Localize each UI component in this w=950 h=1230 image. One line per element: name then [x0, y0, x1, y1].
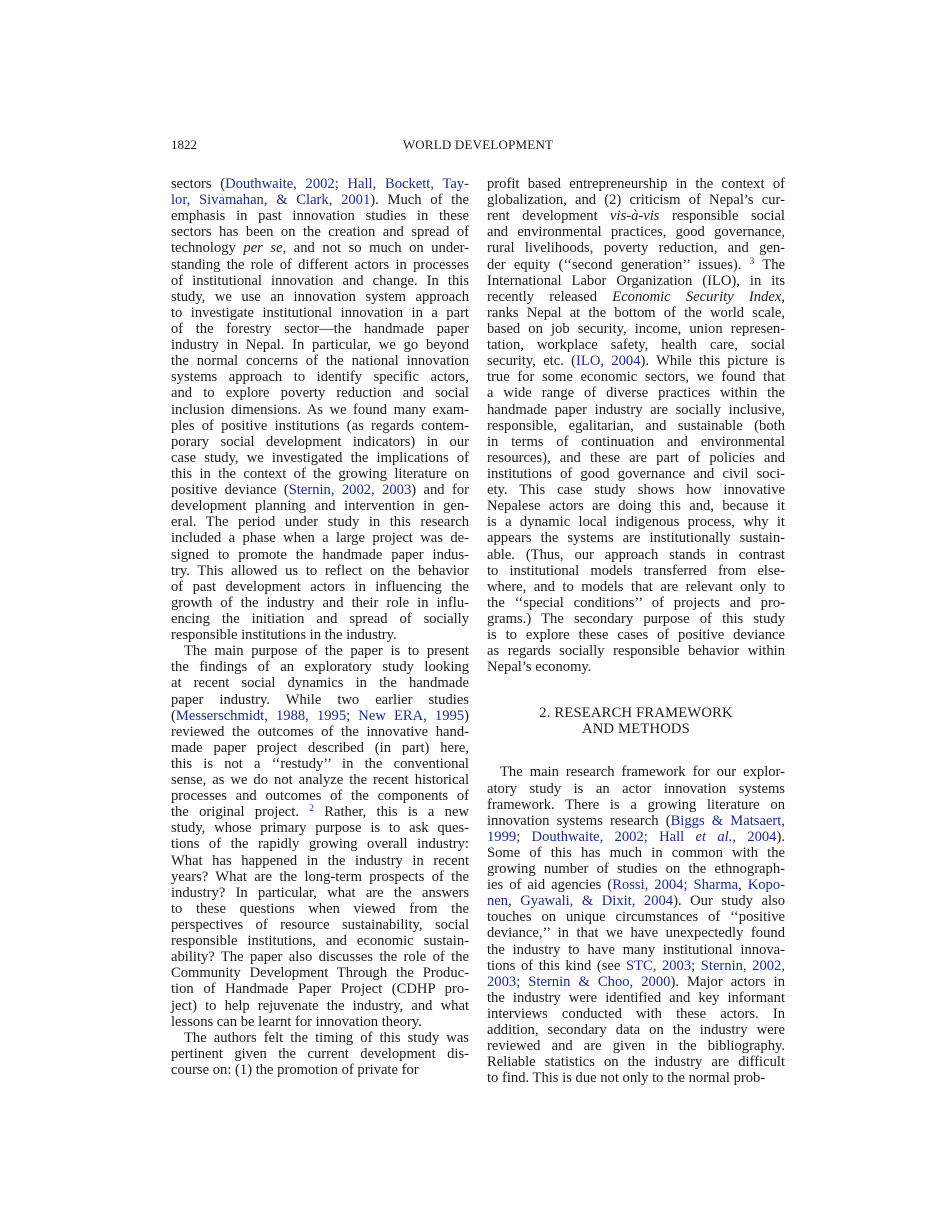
- text-line: [171, 756, 469, 772]
- text-span: of past development actors in influencing the: [171, 578, 469, 595]
- text-span: the industry were identified and key informant: [487, 989, 785, 1006]
- text-line: [171, 965, 469, 981]
- text-line: [487, 353, 785, 369]
- text-line: [487, 224, 785, 240]
- text-line: [171, 466, 469, 482]
- text-span: course on: (1) the promotion of private for: [171, 1062, 419, 1079]
- text-span: International Labor Organization (ILO), in its: [487, 272, 785, 289]
- text-span: the ‘‘special conditions’’ of projects and pro-: [487, 594, 785, 611]
- text-span: lessons can be learnt for innovation theory.: [171, 1013, 422, 1030]
- text-span: The main purpose of the paper is to present: [184, 643, 469, 660]
- text-span: The main research framework for our explor-: [500, 764, 785, 781]
- text-line: [487, 579, 785, 595]
- text-line: [487, 1070, 785, 1086]
- text-span: standing the role of different actors in processes: [171, 256, 469, 273]
- running-head: [171, 137, 785, 155]
- text-line: [487, 909, 785, 925]
- text-span: a wide range of diverse practices within the: [487, 385, 785, 402]
- text-span: and environmental practices, good governance,: [487, 224, 785, 241]
- right-column-bottom: [487, 764, 785, 1086]
- text-line: [487, 305, 785, 321]
- text-span: ,: [781, 288, 785, 305]
- citation-link[interactable]: STC, 2003; Sternin, 2002,: [625, 957, 785, 974]
- text-span: positive deviance (: [171, 482, 289, 499]
- text-span: reviewed the outcomes of the innovative hand-: [171, 723, 469, 740]
- text-span: ies of aid agencies (: [487, 877, 613, 894]
- text-span: this is not a ‘‘restudy’’ in the conventional: [171, 755, 469, 772]
- text-line: [487, 240, 785, 256]
- text-span: tions of this kind (see: [487, 957, 626, 974]
- text-line: [171, 740, 469, 756]
- text-line: [487, 764, 785, 780]
- text-line: [171, 1030, 469, 1046]
- text-span: development planning and intervention in gen-: [171, 498, 469, 515]
- text-span: ). Much of the: [370, 192, 469, 209]
- text-span: included a phase when a large project was de-: [171, 530, 469, 547]
- journal-title: WORLD DEVELOPMENT: [402, 137, 554, 152]
- text-span: the industry to have many institutional innova-: [487, 941, 785, 958]
- text-span: sectors (: [171, 176, 226, 192]
- text-line: [171, 692, 469, 708]
- text-span: to find. This is due not only to the normal prob-: [487, 1070, 766, 1087]
- text-line: [487, 418, 785, 434]
- text-span: made paper project described (in part) here,: [171, 739, 469, 756]
- citation-link[interactable]: Rossi, 2004; Sharma, Kopo-: [612, 877, 785, 894]
- text-span: Community Development Through the Produc-: [171, 965, 469, 982]
- text-span: ). While this picture is: [640, 353, 785, 370]
- text-span: the original project.: [171, 804, 310, 821]
- text-span: ). Major actors in: [670, 973, 785, 990]
- text-line: [487, 659, 785, 675]
- text-span: (: [171, 707, 176, 724]
- text-span: ): [464, 707, 469, 724]
- right-column-top: [487, 176, 785, 675]
- text-span: security, etc. (: [487, 353, 577, 370]
- citation-link[interactable]: nen, Gyawali, & Dixit, 2004: [487, 893, 674, 910]
- text-span: is to explore these cases of positive deviance: [487, 627, 785, 644]
- text-span: processes and outcomes of the components of: [171, 788, 469, 805]
- text-span: ability? The paper also discusses the role of the: [171, 949, 469, 966]
- text-line: [171, 933, 469, 949]
- text-line: [171, 208, 469, 224]
- text-line: [487, 1038, 785, 1054]
- text-line: [171, 1062, 469, 1078]
- text-line: [171, 547, 469, 563]
- text-line: [487, 434, 785, 450]
- text-span: paper industry. While two earlier studies: [171, 691, 469, 708]
- paragraph: [487, 176, 785, 675]
- text-line: [487, 402, 785, 418]
- text-line: [171, 434, 469, 450]
- text-line: [171, 450, 469, 466]
- text-span: profit based entrepreneurship in the context of: [487, 176, 785, 192]
- text-line: [171, 885, 469, 901]
- citation-link[interactable]: Sternin, 2002, 2003: [288, 482, 412, 499]
- citation-link[interactable]: ILO, 2004: [576, 353, 641, 370]
- text-line: [487, 498, 785, 514]
- citation-link[interactable]: , 2004: [732, 828, 777, 845]
- text-span: to investigate institutional innovation in a part: [171, 304, 469, 321]
- text-span: the findings of an exploratory study looking: [171, 659, 469, 676]
- text-line: [487, 514, 785, 530]
- text-line: [171, 402, 469, 418]
- text-line: [171, 949, 469, 965]
- text-line: [171, 482, 469, 498]
- text-span: ples of positive institutions (as regards contem-: [171, 417, 469, 434]
- text-line: [171, 240, 469, 256]
- text-line: [487, 829, 785, 845]
- text-span: framework. There is a growing literature on: [487, 796, 785, 813]
- text-span: industry? In particular, what are the answers: [171, 884, 469, 901]
- text-span: Rather, this is a new: [314, 804, 469, 821]
- text-line: [487, 643, 785, 659]
- text-span: deviance,’’ in that we have unexpectedly found: [487, 925, 785, 942]
- text-span: to institutional models transferred from else-: [487, 562, 785, 579]
- text-line: [487, 369, 785, 385]
- text-line: [487, 877, 785, 893]
- text-line: [487, 547, 785, 563]
- text-span: encing the initiation and spread of socially: [171, 610, 469, 627]
- citation-link[interactable]: Biggs & Matsaert,: [670, 812, 785, 829]
- text-line: [487, 958, 785, 974]
- left-column: [171, 176, 469, 1078]
- text-line: [171, 289, 469, 305]
- text-line: [171, 998, 469, 1014]
- text-line: [171, 1046, 469, 1062]
- text-line: [487, 1054, 785, 1070]
- text-span: touches on unique circumstances of ‘‘positive: [487, 909, 785, 926]
- text-line: [487, 208, 785, 224]
- text-line: [487, 861, 785, 877]
- text-line: [171, 385, 469, 401]
- text-line: [171, 724, 469, 740]
- paragraph: [171, 176, 469, 643]
- text-span: Nepalese actors are doing this and, because it: [487, 498, 785, 515]
- text-span: this in the context of the growing literature on: [171, 465, 469, 482]
- citation-link[interactable]: et al.: [695, 828, 733, 845]
- text-line: [487, 925, 785, 941]
- text-line: [171, 353, 469, 369]
- text-span: ety. This case study shows how innovative: [487, 482, 785, 499]
- text-line: [171, 530, 469, 546]
- text-span: eral. The period under study in this research: [171, 514, 469, 531]
- text-span: ject) to help rejuvenate the industry, and what: [171, 997, 469, 1014]
- text-line: [171, 869, 469, 885]
- text-line: [171, 788, 469, 804]
- text-line: [171, 273, 469, 289]
- text-span: of the forestry sector—the handmade paper: [171, 320, 469, 337]
- text-span: at recent social dynamics in the handmade: [171, 675, 469, 692]
- text-span: and to explore poverty reduction and social: [171, 385, 469, 402]
- text-line: [487, 385, 785, 401]
- text-line: [171, 901, 469, 917]
- text-line: [171, 337, 469, 353]
- text-line: [487, 337, 785, 353]
- text-line: [487, 1006, 785, 1022]
- text-line: [487, 482, 785, 498]
- text-span: responsible social: [659, 208, 785, 225]
- text-line: [171, 853, 469, 869]
- text-span: try. This allowed us to reflect on the behavior: [171, 562, 469, 579]
- text-span: case study, we investigated the implications of: [171, 449, 469, 466]
- text-span: der equity (‘‘second generation’’ issues).: [487, 256, 750, 273]
- text-line: [171, 836, 469, 852]
- text-span: ).: [776, 828, 785, 845]
- italic-text: vis-à-vis: [610, 208, 660, 225]
- text-line: [171, 981, 469, 997]
- text-span: resources), and these are part of policies and: [487, 449, 785, 466]
- text-span: interviews conducted with these actors. In: [487, 1006, 785, 1023]
- text-line: [171, 563, 469, 579]
- text-line: [487, 530, 785, 546]
- text-line: [171, 224, 469, 240]
- text-line: [487, 797, 785, 813]
- text-line: [487, 257, 785, 273]
- text-line: [171, 305, 469, 321]
- text-span: systems approach to identify specific actors,: [171, 369, 469, 386]
- text-line: [487, 289, 785, 305]
- text-line: [171, 708, 469, 724]
- footnote-marker[interactable]: 2: [309, 804, 314, 815]
- text-line: [171, 176, 469, 192]
- text-span: responsible institutions, and economic sustain-: [171, 933, 469, 950]
- text-line: [171, 498, 469, 514]
- text-span: ranks Nepal at the bottom of the world scale,: [487, 304, 785, 321]
- text-line: [487, 781, 785, 797]
- text-line: [487, 563, 785, 579]
- text-line: [487, 450, 785, 466]
- text-span: grams.) The secondary purpose of this study: [487, 610, 785, 627]
- paragraph: [171, 1030, 469, 1078]
- text-span: is a dynamic local indigenous process, why it: [487, 514, 785, 531]
- text-span: rent development: [487, 208, 611, 225]
- italic-text: per se: [243, 240, 283, 257]
- text-line: [171, 772, 469, 788]
- text-span: innovation systems research (: [487, 812, 671, 829]
- text-line: [171, 321, 469, 337]
- text-span: sectors has been on the creation and spread of: [171, 224, 469, 241]
- text-line: [487, 974, 785, 990]
- citation-link[interactable]: Douthwaite, 2002; Hall, Bockett, Tay-: [225, 176, 469, 192]
- text-span: reviewed and are given in the bibliography.: [487, 1038, 785, 1055]
- text-span: Reliable statistics on the industry are difficult: [487, 1054, 785, 1071]
- text-span: inclusion dimensions. As we found many exam-: [171, 401, 469, 418]
- text-line: [487, 321, 785, 337]
- text-span: in terms of continuation and environmental: [487, 433, 785, 450]
- text-span: handmade paper industry are socially inclusive,: [487, 401, 785, 418]
- text-span: atory study is an actor innovation systems: [487, 780, 785, 797]
- paragraph: [171, 643, 469, 1030]
- text-span: Some of this has much in common with the: [487, 844, 785, 861]
- text-span: Nepal’s economy.: [487, 659, 592, 676]
- text-span: , and not so much on under-: [282, 240, 470, 257]
- text-line: [487, 990, 785, 1006]
- text-span: addition, secondary data on the industry were: [487, 1022, 785, 1039]
- text-span: pertinent given the current development dis-: [171, 1045, 469, 1062]
- citation-link[interactable]: 2003; Sternin & Choo, 2000: [487, 973, 671, 990]
- text-line: [487, 1022, 785, 1038]
- text-span: signed to promote the handmade paper indus-: [171, 546, 469, 563]
- text-line: [171, 369, 469, 385]
- paragraph: [487, 764, 785, 1086]
- text-line: [171, 659, 469, 675]
- text-span: years? What are the long-term prospects of the: [171, 868, 469, 885]
- text-line: [171, 643, 469, 659]
- citation-link[interactable]: Messerschmidt, 1988, 1995; New ERA, 1995: [175, 707, 465, 724]
- text-line: [171, 192, 469, 208]
- text-line: [487, 893, 785, 909]
- text-line: [487, 942, 785, 958]
- text-span: recently released: [487, 288, 613, 305]
- text-span: true for some economic sectors, we found that: [487, 369, 785, 386]
- footnote-marker[interactable]: 3: [749, 256, 755, 267]
- text-line: [171, 917, 469, 933]
- text-span: responsible institutions in the industry.: [171, 627, 397, 644]
- text-line: [171, 579, 469, 595]
- text-line: [171, 804, 469, 820]
- text-span: technology: [171, 240, 244, 257]
- text-span: institutions of good governance and civil soci-: [487, 465, 785, 482]
- text-line: [171, 627, 469, 643]
- text-span: where, and to models that are relevant only to: [487, 578, 785, 595]
- text-line: [487, 466, 785, 482]
- text-span: porary social development indicators) in our: [171, 433, 469, 450]
- text-span: globalization, and (2) criticism of Nepal’s cur-: [487, 192, 785, 209]
- text-line: [171, 418, 469, 434]
- text-span: able. (Thus, our approach stands in contrast: [487, 546, 785, 563]
- page-number: 1822: [171, 137, 197, 152]
- text-span: growth of the industry and their role in influ-: [171, 594, 469, 611]
- section-heading-line-2: AND METHODS: [581, 721, 690, 738]
- text-line: [171, 611, 469, 627]
- text-span: growing number of studies on the ethnograph-: [487, 861, 785, 878]
- text-line: [171, 675, 469, 691]
- text-span: rural livelihoods, poverty reduction, and gen-: [487, 240, 785, 257]
- text-span: as regards socially responsible behavior within: [487, 643, 785, 660]
- text-line: [487, 176, 785, 192]
- text-line: [487, 813, 785, 829]
- text-span: ) and for: [411, 482, 469, 499]
- text-span: What has happened in the industry in recent: [171, 852, 469, 869]
- text-line: [171, 595, 469, 611]
- text-line: [171, 1014, 469, 1030]
- italic-text: Economic Security Index: [612, 288, 782, 305]
- section-heading-line-1: 2. RESEARCH FRAMEWORK: [539, 705, 733, 722]
- text-span: to these questions when viewed from the: [171, 900, 469, 917]
- text-span: tation, workplace safety, health care, social: [487, 337, 785, 354]
- right-column: [487, 176, 785, 1087]
- text-line: [487, 627, 785, 643]
- text-line: [487, 611, 785, 627]
- text-span: of institutional innovation and change. In this: [171, 272, 469, 289]
- text-span: tions of the rapidly growing overall industry:: [171, 836, 469, 853]
- text-span: sense, as we do not analyze the recent historical: [171, 772, 469, 789]
- text-line: [171, 257, 469, 273]
- text-line: [487, 595, 785, 611]
- text-span: tion of Handmade Paper Project (CDHP pro-: [171, 981, 469, 998]
- text-span: study, we use an innovation system approach: [171, 288, 469, 305]
- text-span: industry in Nepal. In particular, we go beyond: [171, 337, 469, 354]
- citation-link[interactable]: 1999; Douthwaite, 2002; Hall: [487, 828, 696, 845]
- text-span: the normal concerns of the national innovation: [171, 353, 469, 370]
- citation-link[interactable]: lor, Sivamahan, & Clark, 2001: [171, 192, 371, 209]
- text-line: [487, 192, 785, 208]
- text-span: appears the systems are institutionally sustain-: [487, 530, 785, 547]
- text-line: [487, 845, 785, 861]
- text-span: The: [754, 256, 785, 273]
- text-span: perspectives of resource sustainability, social: [171, 917, 469, 934]
- text-line: [487, 273, 785, 289]
- text-span: emphasis in past innovation studies in these: [171, 208, 469, 225]
- text-span: study, whose primary purpose is to ask ques-: [171, 820, 469, 837]
- text-span: based on job security, income, union represen-: [487, 320, 785, 337]
- text-line: [171, 514, 469, 530]
- text-span: ). Our study also: [673, 893, 785, 910]
- text-span: responsible, egalitarian, and sustainable (both: [487, 417, 785, 434]
- text-line: [171, 820, 469, 836]
- text-span: The authors felt the timing of this study was: [184, 1029, 469, 1046]
